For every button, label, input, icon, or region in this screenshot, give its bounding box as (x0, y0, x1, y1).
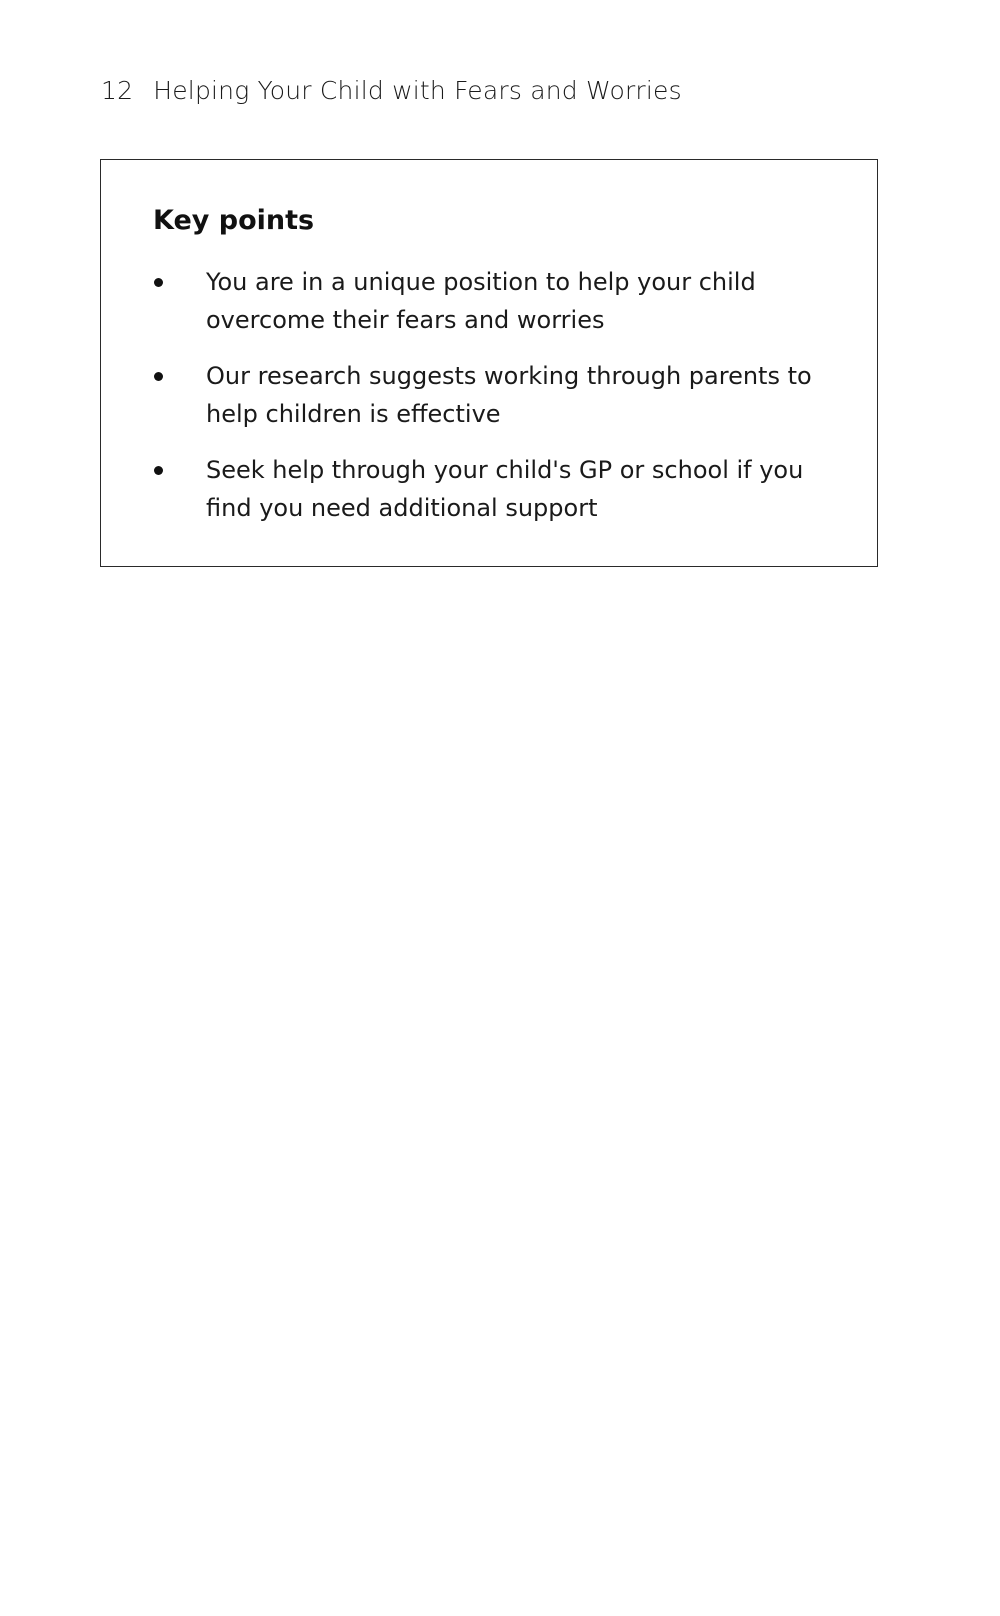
bullet-icon (154, 372, 163, 381)
list-item (153, 263, 833, 339)
running-head (101, 76, 682, 105)
key-points-list (153, 263, 833, 545)
key-points-box (100, 159, 878, 567)
list-item-text: Seek help through your child's GP or school if you find you need additional support (206, 456, 804, 522)
bullet-icon (154, 466, 163, 475)
list-item (153, 357, 833, 433)
page-number: 12 (101, 76, 134, 105)
list-item-text: Our research suggests working through parents to help children is effective (206, 362, 812, 428)
list-item-text: You are in a unique position to help your child overcome their fears and worries (206, 268, 756, 334)
book-title: Helping Your Child with Fears and Worries (153, 76, 682, 105)
list-item (153, 451, 833, 527)
key-points-title: Key points (153, 205, 315, 236)
bullet-icon (154, 278, 163, 287)
